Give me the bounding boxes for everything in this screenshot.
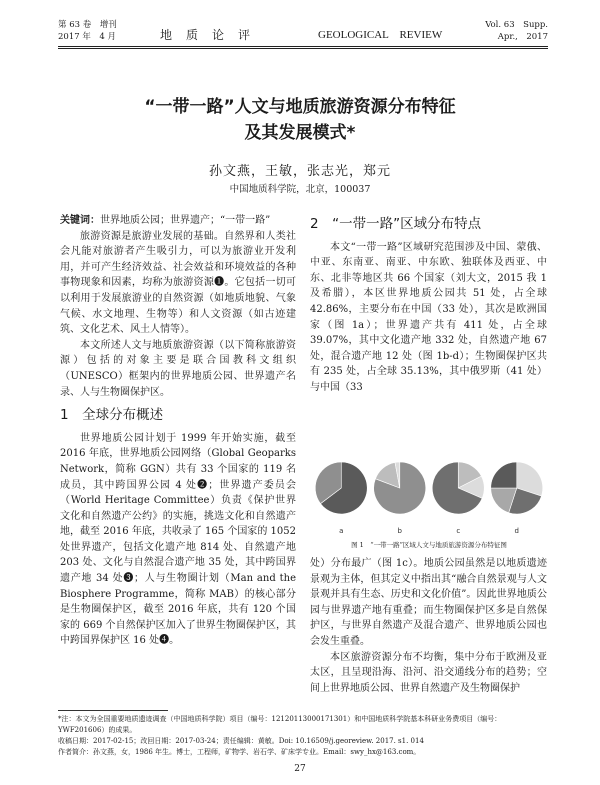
section-2-paragraph-3: 本区旅游资源分布不均衡，集中分布于欧洲及亚太区，且呈现沿海、沿河、沿交通线分布的趋势；空间上世界地质公园、世界自然遗产及生物圈保护: [310, 651, 547, 694]
header-rule: [58, 46, 548, 47]
authors: 孙文燕，王敏，张志光，郑元: [208, 164, 391, 179]
keywords: [60, 213, 296, 229]
pie-d-label: d: [514, 527, 519, 535]
right-column-continued: [310, 556, 547, 696]
journal-name-cn: 地 质 论 评: [160, 28, 252, 42]
section-1-heading: 1 全球分布概述: [60, 407, 164, 424]
date-right: Apr., 2017: [497, 32, 548, 42]
figure-1-caption: 图 1 “一带一路”区域人文与地质旅游资源分布特征图: [351, 541, 507, 549]
page-number: 27: [294, 764, 306, 774]
header-rule-2: [58, 48, 548, 49]
left-column: [60, 213, 296, 649]
right-column: [310, 213, 547, 396]
section-2-paragraph-1: 本文“一带一路”区域研究范围涉及中国、蒙俄、中亚、东南亚、南亚、中东欧、独联体及西亚、中东、北非等地区共 66 个国家（刘大文，2015 我 1 及希腊），本区世界地质公园共 51 处，占全球 42.86%，主要分布在中国（33 处），其次是欧洲国家（图 1a）；世界遗产共有 411 处，占全球 39.07%，其中文化遗产地 332 处，自然遗产地 67 处，混合遗产地 12 处（图 1b-d）；生物圈保护区共有 235 处，占全球 35.13%，其中俄罗斯（41 处）与中国（33: [310, 241, 547, 393]
date-left: 2017 年 4 月: [58, 32, 116, 42]
section-1-paragraph: 世界地质公园计划于 1999 年开始实施，截至 2016 年底，世界地质公园网络（Global Geoparks Network，简称 GGN）共有 33 个国家的 119 名成员，其中跨国界公园 4 处❷；世界遗产委员会（World Heritage Committee）负责《保护世界文化和自然遗产公约》的实施，挑选文化和自然遗产地，截至 2016 年底，共收录了 165 个国家的 1052 处世界遗产，包括文化遗产地 814 处、自然遗产地 203 处、文化与自然混合遗产地 35 处，其中跨国界遗产地 34 处❸；人与生物圈计划（Man and the Biosphere Programme，简称 MAB）的核心部分是生物圈保护区，截至 2016 年底，共有 120 个国家的 669 个自然保护区加入了世界生物圈保护区，其中跨国界保护区 16 处❹。: [60, 432, 296, 647]
footnote-dates: 收稿日期：2017-02-15；改回日期：2017-03-24；责任编辑：黄敏。Doi: 10.16509/j.georeview. 2017. s1. 014: [58, 737, 424, 745]
title-line-2: 及其发展模式*: [244, 123, 356, 143]
intro-paragraph-2: 本文所述人文与地质旅游资源（以下简称旅游资源）包括的对象主要是联合国教科文组织（UNESCO）框架内的世界地质公园、世界遗产名录、人与生物圈保护区。: [60, 339, 296, 398]
title-line-1: “一带一路”人文与地质旅游资源分布特征: [144, 97, 456, 117]
figure-1: [312, 440, 546, 550]
pie-c-label: c: [456, 527, 461, 535]
keywords-label: 关键词：: [60, 215, 100, 226]
journal-name-en: GEOLOGICAL REVIEW: [318, 29, 443, 41]
volume-left: 第 63 卷 增刊: [58, 20, 117, 30]
section-2-heading: 2 “一带一路”区域分布特点: [310, 216, 482, 232]
affiliation: 中国地质科学院，北京，100037: [229, 184, 371, 195]
volume-right: Vol. 63 Supp.: [485, 20, 548, 30]
section-2-paragraph-2: 处）分布最广（图 1c）。地质公园虽然是以地质遗迹景观为主体，但其定义中指出其“融合自然景观与人文景观并具有生态、历史和文化价值”。因此世界地质公园与世界遗产地有重叠；而生物圈保护区多是自然保护区，与世界自然遗产及混合遗产、世界地质公园也会发生重叠。: [310, 558, 547, 647]
footnote-author: 作者简介：孙文燕，女，1986 年生。博士，工程师，矿物学、岩石学、矿床学专业。Email：swy_hx@163.com。: [58, 748, 421, 756]
pie-a-label: a: [339, 527, 344, 535]
footnote-rule: [58, 710, 168, 711]
keywords-text: 世界地质公园；世界遗产；“一带一路”: [100, 215, 271, 226]
pie-d-slice-3: [491, 462, 517, 488]
footnotes: [58, 714, 548, 758]
footnote-fund: *注：本文为全国重要地质遗迹调查（中国地质科学院）项目（编号：12120113000171301）和中国地质科学院基本科研业务费项目（编号：YWF201606）的成果。: [58, 715, 502, 734]
pie-b-label: b: [397, 527, 402, 535]
figure-1-pies: [312, 440, 546, 536]
intro-paragraph-1: 旅游资源是旅游业发展的基础。自然界和人类社会凡能对旅游者产生吸引力，可以为旅游业开发利用，并可产生经济效益、社会效益和环境效益的各种事物现象和因素，均称为旅游资源❶。它包括一切可以利用于发展旅游业的自然资源（如地质地貌、气象气候、水文地理、生物等）和人文资源（如古迹建筑、文化艺术、风土人情等）。: [60, 230, 296, 336]
